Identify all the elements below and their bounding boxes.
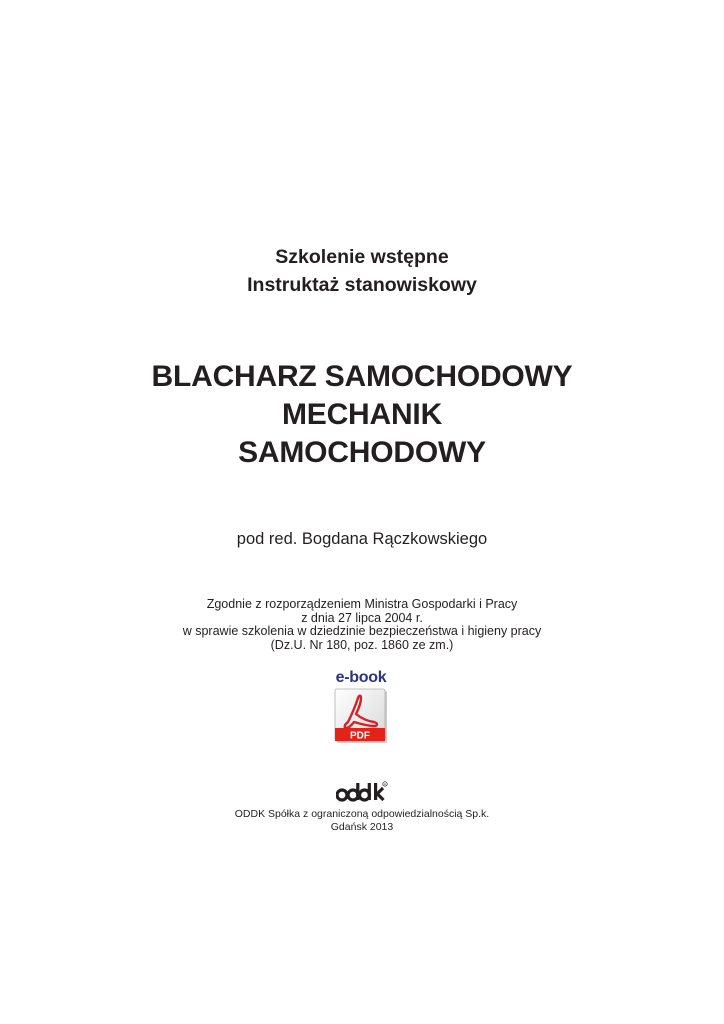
editor-line: pod red. Bogdana Rączkowskiego xyxy=(236,530,488,548)
ebook-badge xyxy=(328,669,394,745)
title-line-1: BLACHARZ SAMOCHODOWY xyxy=(151,360,573,393)
pdf-badge-text: PDF xyxy=(350,730,370,742)
regulation-line-2: z dnia 27 lipca 2004 r. xyxy=(301,610,423,625)
title-line-2: MECHANIK xyxy=(281,398,443,431)
svg-text:R: R xyxy=(383,782,387,787)
title-line-3: SAMOCHODOWY xyxy=(238,436,486,469)
regulation-line-3: w sprawie szkolenia w dziedzinie bezpieczeństwa i higieny pracy xyxy=(182,624,542,638)
publisher-place-year: Gdańsk 2013 xyxy=(330,820,394,833)
oddk-logo xyxy=(336,780,388,802)
regulation-note xyxy=(0,598,724,652)
publisher-block xyxy=(0,808,724,833)
book-title xyxy=(0,358,724,472)
subtitle-line-2: Instruktaż stanowiskowy xyxy=(247,274,477,296)
regulation-line-1: Zgodnie z rozporządzeniem Ministra Gospodarki i Pracy xyxy=(206,597,518,611)
ebook-label: e-book xyxy=(335,669,387,686)
subtitle-line-1: Szkolenie wstępne xyxy=(275,246,449,268)
pdf-icon xyxy=(334,688,388,744)
publisher-name: ODDK Spółka z ograniczoną odpowiedzialnością Sp.k. xyxy=(234,808,490,820)
subtitle-block xyxy=(0,243,724,299)
regulation-line-4: (Dz.U. Nr 180, poz. 1860 ze zm.) xyxy=(270,637,454,652)
